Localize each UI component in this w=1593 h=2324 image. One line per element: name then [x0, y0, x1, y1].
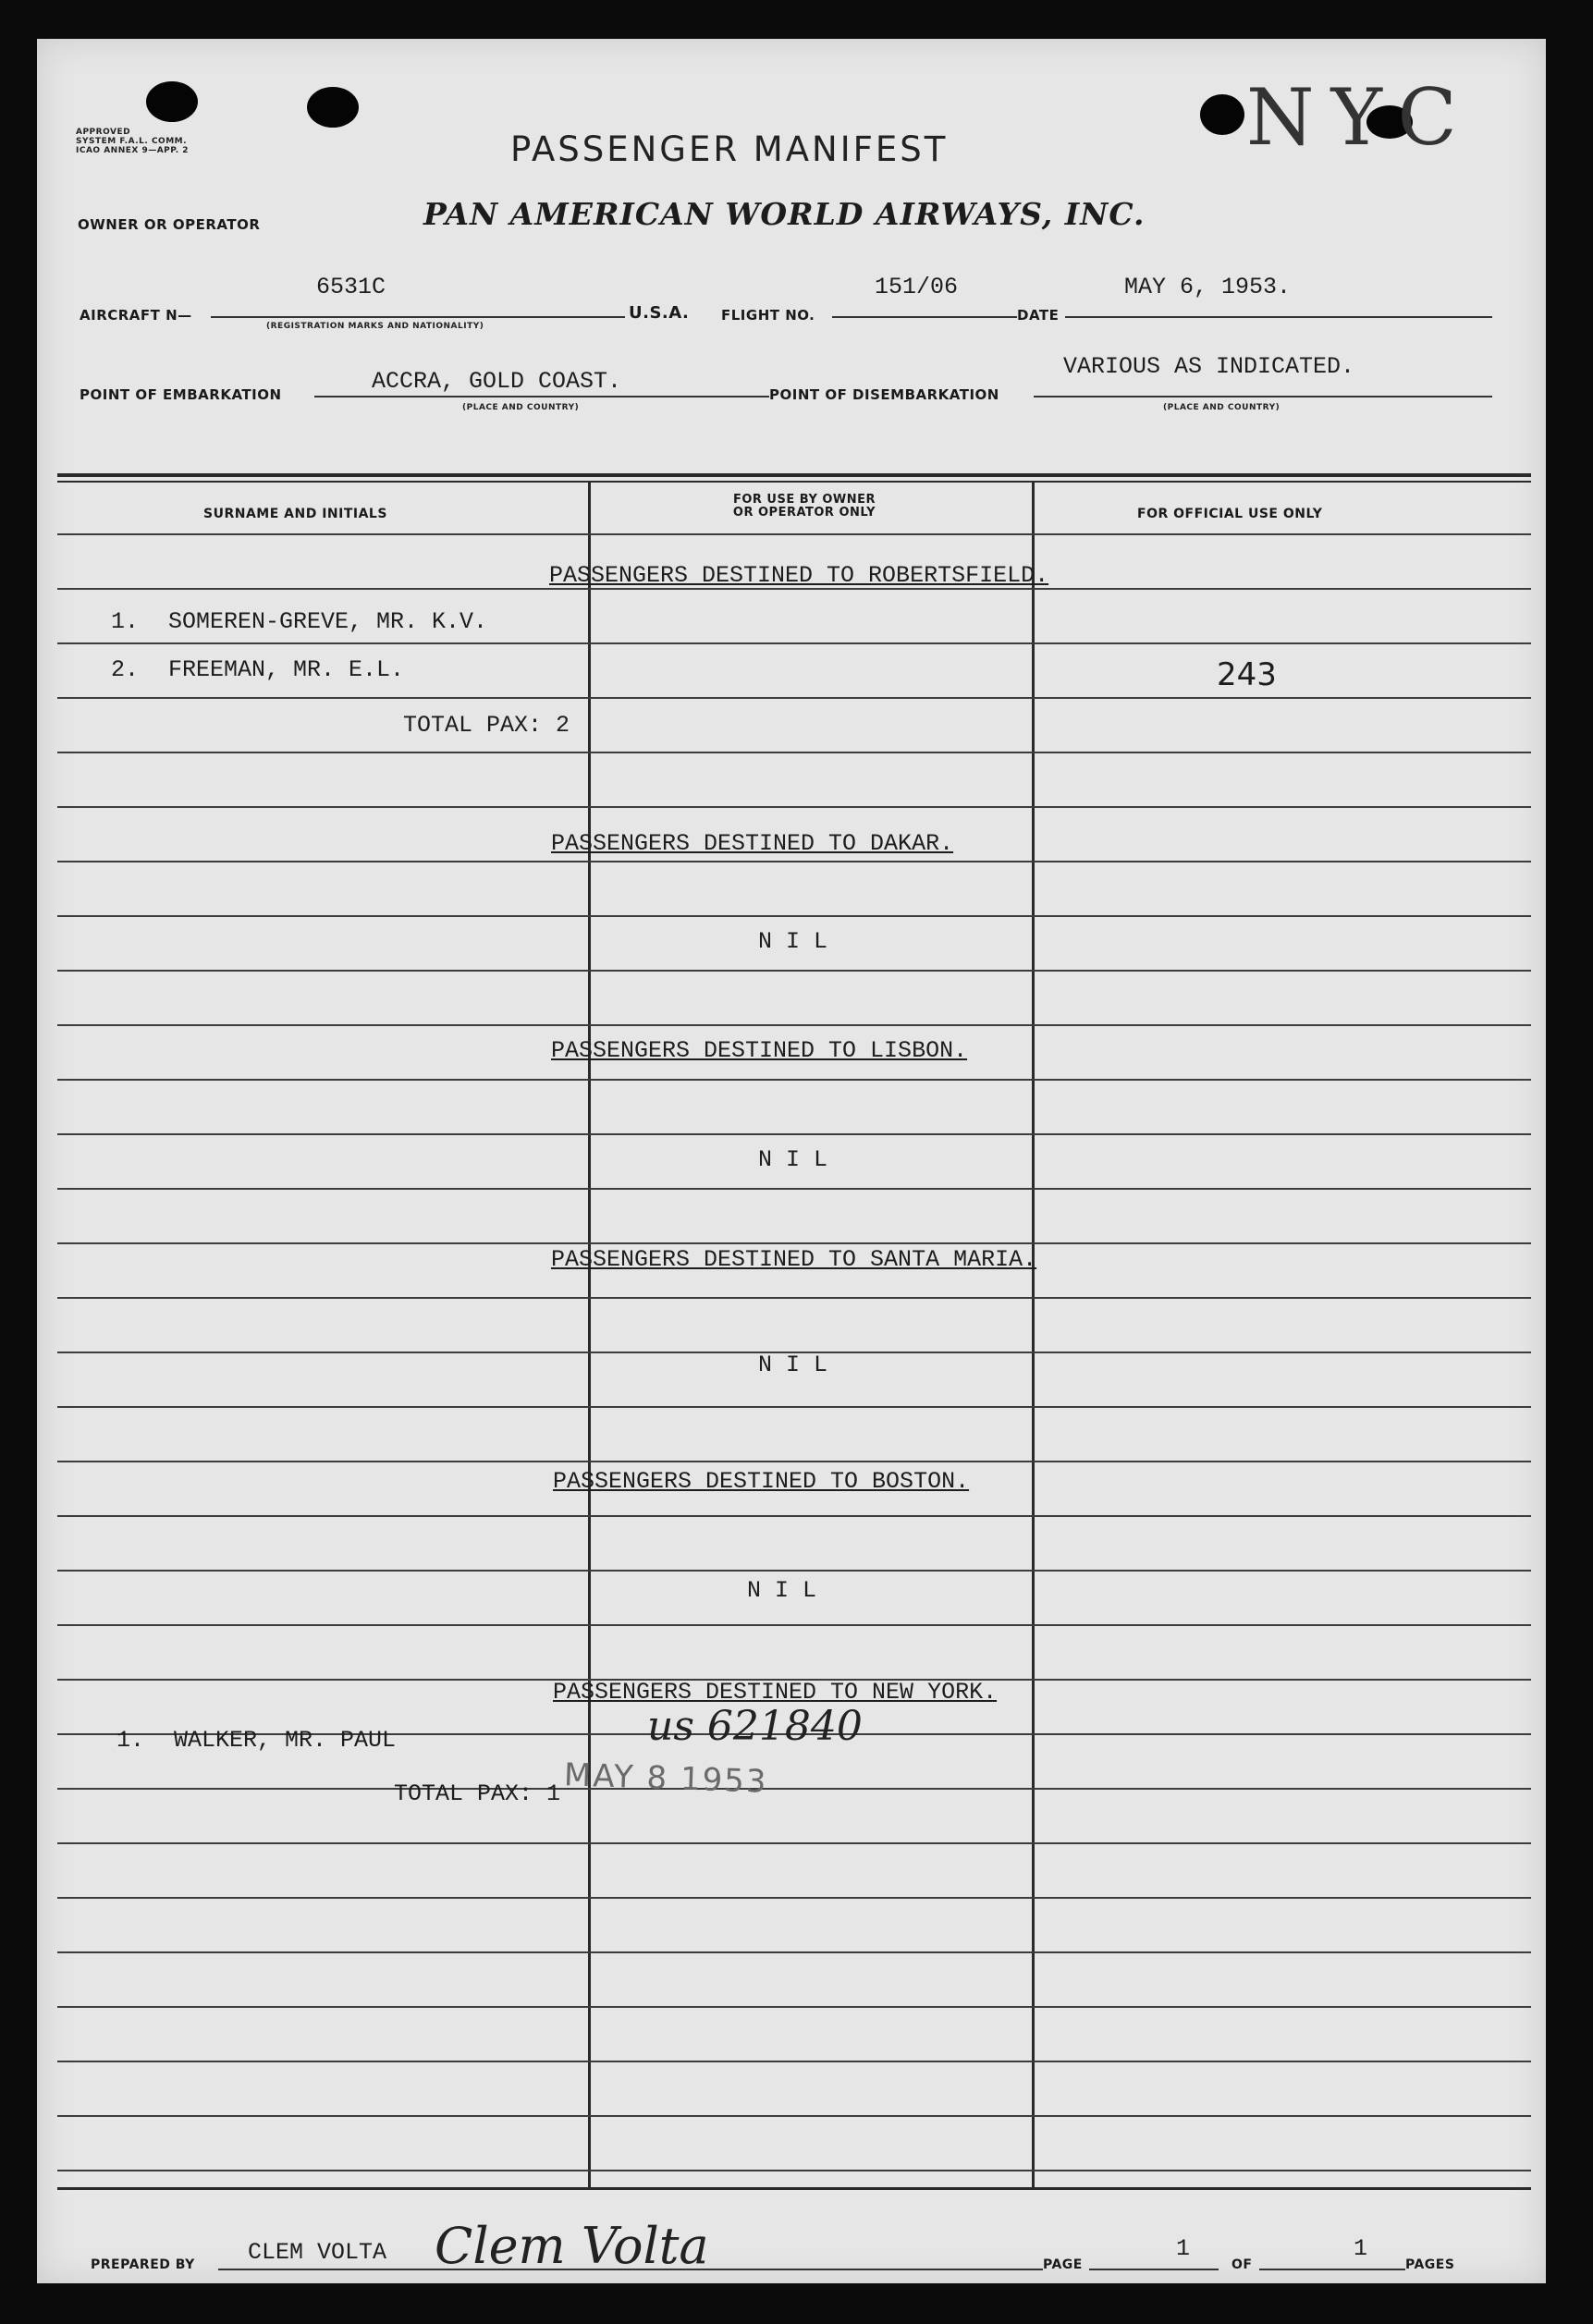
embarkation-value: ACCRA, GOLD COAST.: [372, 368, 622, 395]
disembarkation-value: VARIOUS AS INDICATED.: [1063, 353, 1355, 380]
heading-new-york: PASSENGERS DESTINED TO NEW YORK.: [553, 1679, 998, 1706]
ruled-line: [57, 1406, 1531, 1408]
ruled-line: [57, 642, 1531, 644]
nil-text: N I L: [758, 1352, 828, 1378]
official-use-number: 243: [1217, 656, 1277, 693]
ruled-line: [57, 2170, 1531, 2171]
approval-line-3: ICAO ANNEX 9—APP. 2: [76, 146, 190, 155]
page-title: PASSENGER MANIFEST: [510, 129, 949, 169]
ruled-line: [57, 1788, 1531, 1790]
column-header-owner: [712, 494, 897, 520]
passenger-name: SOMEREN-GREVE, MR. K.V.: [168, 608, 488, 635]
handwritten-reference: us 621840: [647, 1703, 863, 1750]
column-header-surname: SURNAME AND INITIALS: [203, 507, 387, 521]
manifest-form: [37, 39, 1546, 2283]
table-top-rule-2: [57, 481, 1531, 483]
registration-caption: (REGISTRATION MARKS AND NATIONALITY): [266, 322, 484, 331]
of-label: OF: [1232, 2257, 1253, 2272]
column-divider-2: [1032, 483, 1035, 2187]
column-header-owner-line-2: OR OPERATOR ONLY: [732, 506, 876, 520]
column-header-official: FOR OFFICIAL USE ONLY: [1137, 507, 1323, 521]
handwritten-nyc: NYC: [1246, 72, 1474, 163]
ruled-line: [57, 1570, 1531, 1572]
ruled-line: [57, 1897, 1531, 1899]
heading-santa-maria: PASSENGERS DESTINED TO SANTA MARIA.: [551, 1246, 1037, 1273]
ruled-line: [57, 2061, 1531, 2062]
ruled-line: [57, 1951, 1531, 1953]
page-value: 1: [1176, 2235, 1191, 2262]
ruled-line: [57, 533, 1531, 535]
airline-name: PAN AMERICAN WORLD AIRWAYS, INC.: [423, 196, 1146, 232]
date-label: DATE: [1017, 307, 1060, 324]
total-pax: TOTAL PAX: 2: [403, 712, 570, 739]
column-header-owner-line-1: FOR USE BY OWNER: [732, 493, 876, 507]
passenger-number: 1.: [116, 1727, 145, 1754]
approval-line-2: SYSTEM F.A.L. COMM.: [76, 137, 188, 146]
received-date-stamp: MAY 8 1953: [563, 1756, 769, 1801]
ruled-line: [57, 806, 1531, 808]
prepared-by-label: PREPARED BY: [91, 2257, 195, 2272]
nil-text: N I L: [758, 1146, 828, 1173]
owner-operator-label: OWNER OR OPERATOR: [78, 216, 261, 233]
ruled-line: [57, 1842, 1531, 1844]
passenger-name: WALKER, MR. PAUL: [174, 1727, 397, 1754]
ruled-line: [57, 1242, 1531, 1244]
ruled-line: [57, 752, 1531, 753]
ruled-line: [57, 1133, 1531, 1135]
ruled-line: [57, 1461, 1531, 1462]
usa-label: U.S.A.: [629, 303, 690, 323]
ruled-line: [57, 1024, 1531, 1026]
prepared-by-value: CLEM VOLTA: [248, 2239, 387, 2266]
ruled-line: [57, 1188, 1531, 1190]
passenger-number: 1.: [111, 608, 140, 635]
ruled-line: [57, 2006, 1531, 2008]
nil-text: N I L: [747, 1577, 817, 1604]
preparer-signature: Clem Volta: [435, 2217, 709, 2275]
of-fill-line: [1259, 2269, 1405, 2270]
page-label: PAGE: [1043, 2257, 1083, 2272]
ruled-line: [57, 970, 1531, 972]
ruled-line: [57, 1624, 1531, 1626]
heading-robertsfield: PASSENGERS DESTINED TO ROBERTSFIELD.: [549, 562, 1049, 589]
disembarkation-caption: (PLACE AND COUNTRY): [1163, 403, 1281, 412]
punch-hole-center: [307, 87, 359, 128]
ruled-line: [57, 1515, 1531, 1517]
passenger-name: FREEMAN, MR. E.L.: [168, 656, 405, 683]
aircraft-label: AIRCRAFT N—: [80, 307, 192, 324]
flight-value: 151/06: [875, 274, 959, 300]
ruled-line: [57, 697, 1531, 699]
ruled-line: [57, 861, 1531, 862]
approval-line-1: APPROVED: [76, 128, 131, 137]
of-value: 1: [1354, 2235, 1368, 2262]
punch-hole-left: [146, 81, 198, 122]
aircraft-fill-line: [211, 316, 625, 318]
ruled-line: [57, 1079, 1531, 1081]
heading-dakar: PASSENGERS DESTINED TO DAKAR.: [551, 830, 954, 857]
approval-block: [76, 128, 189, 155]
flight-label: FLIGHT NO.: [721, 307, 815, 324]
embarkation-fill-line: [314, 396, 769, 398]
aircraft-value: 6531C: [316, 274, 386, 300]
ruled-line: [57, 2115, 1531, 2117]
punch-hole-right: [1200, 94, 1244, 135]
pages-label: PAGES: [1405, 2257, 1455, 2272]
embarkation-label: POINT OF EMBARKATION: [80, 386, 282, 403]
page-fill-line: [1089, 2269, 1219, 2270]
nil-text: N I L: [758, 928, 828, 955]
ruled-line: [57, 915, 1531, 917]
date-fill-line: [1065, 316, 1492, 318]
disembarkation-fill-line: [1034, 396, 1492, 398]
heading-lisbon: PASSENGERS DESTINED TO LISBON.: [551, 1037, 968, 1064]
table-top-rule: [57, 473, 1531, 477]
table-bottom-rule: [57, 2187, 1531, 2190]
ruled-line: [57, 1297, 1531, 1299]
total-pax: TOTAL PAX: 1: [394, 1780, 561, 1807]
column-divider-1: [588, 483, 591, 2187]
embarkation-caption: (PLACE AND COUNTRY): [462, 403, 580, 412]
heading-boston: PASSENGERS DESTINED TO BOSTON.: [553, 1468, 970, 1495]
date-value: MAY 6, 1953.: [1124, 274, 1292, 300]
passenger-number: 2.: [111, 656, 140, 683]
flight-fill-line: [832, 316, 1017, 318]
disembarkation-label: POINT OF DISEMBARKATION: [769, 386, 999, 403]
